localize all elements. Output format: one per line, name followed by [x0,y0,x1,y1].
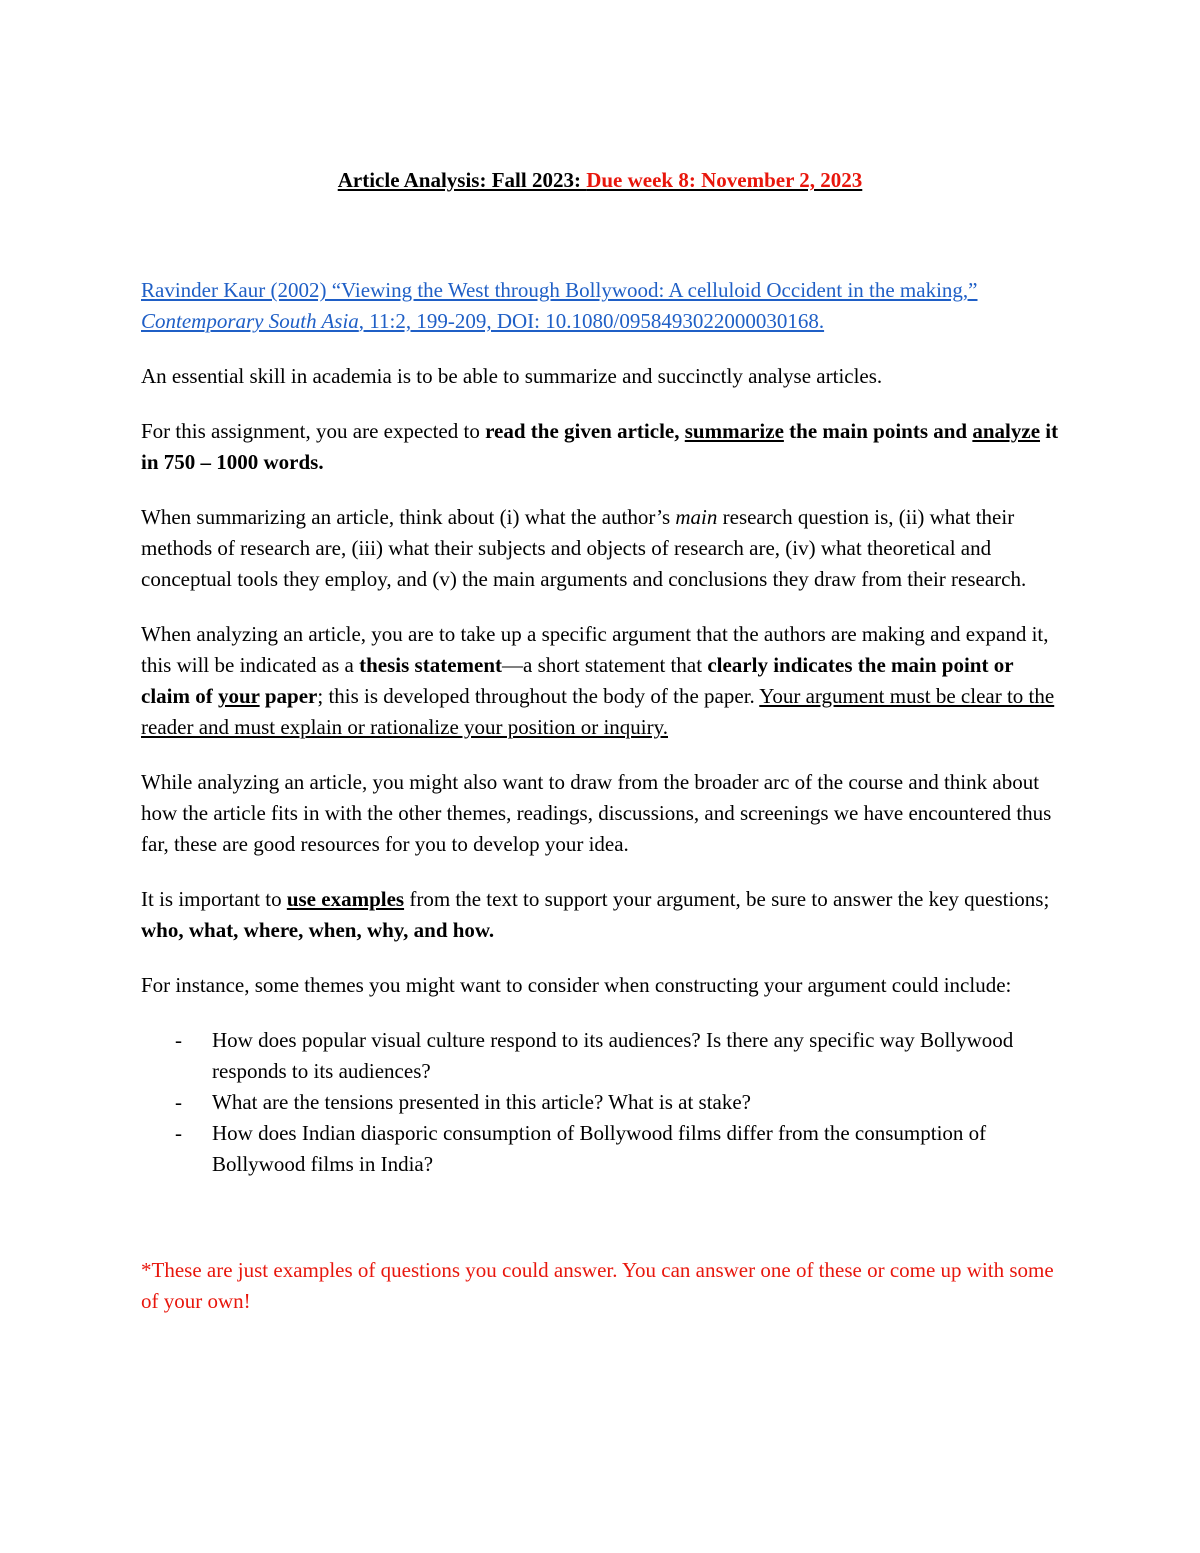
assignment-main-points: the main points and [783,419,973,443]
analyzing-paper: paper [259,684,318,708]
analyzing-claim: clearly indicates the main point or claim of [141,653,1014,708]
list-item-text: How does popular visual culture respond to its audiences? Is there any specific way Bollywood responds to its audiences? [212,1028,1014,1083]
summarizing-main: main [675,505,718,529]
citation-journal[interactable]: Contemporary South Asia [141,309,359,333]
examples-note: *These are just examples of questions you could answer. You can answer one of these or come up with some of your own! [141,1258,1054,1313]
list-item-text: What are the tensions presented in this article? What is at stake? [212,1090,751,1114]
list-item [141,1025,1066,1087]
assignment-analyze: analyze [972,419,1041,443]
key-questions: who, what, where, when, why, and how. [141,918,495,942]
theme-question-list [141,1025,1066,1180]
analyzing-argument-note: Your argument must be clear to the reader and must explain or rationalize your position or inquiry. [141,684,1055,739]
course-arc-paragraph: While analyzing an article, you might also want to draw from the broader arc of the course and think about how the article fits in with the other themes, readings, discussions, and screenings we have encountered thus far, these are good resources for you to develop your idea. [141,770,1052,856]
examples-paragraph [141,884,1066,946]
examples-text: It is important to [141,887,287,911]
assignment-read: read the given article, [485,419,685,443]
list-item [141,1087,1066,1118]
assignment-paragraph [141,416,1066,478]
use-examples: use examples [286,887,405,911]
list-item-text: How does Indian diasporic consumption of Bollywood films differ from the consumption of Bollywood films in India? [212,1121,987,1176]
summarizing-rest: research question is, (ii) what their methods of research are, (iii) what their subjects and objects of research are, (iv) what theoretical and conceptual tools they employ, and (v) the main arguments and conclusions they draw from their research. [141,505,1027,591]
assignment-text: For this assignment, you are expected to [141,419,486,443]
document-body [141,275,1066,1341]
spacer [141,1204,1066,1255]
thesis-statement: thesis statement [359,653,503,677]
list-dash: - [175,1121,182,1145]
list-dash: - [175,1028,182,1052]
assignment-summarize: summarize [684,419,784,443]
title-main: Article Analysis: Fall 2023: [337,168,587,192]
citation-link[interactable] [141,275,1066,337]
summarizing-text: When summarizing an article, think about (i) what the author’s [141,505,676,529]
list-item [141,1118,1066,1180]
analyzing-your: your [217,684,260,708]
analyzing-dash-text: —a short statement that [502,653,708,677]
analyzing-text: When analyzing an article, you are to take up a specific argument that the authors are making and expand it, this will be indicated as a [141,622,1049,677]
citation-text[interactable]: Ravinder Kaur (2002) “Viewing the West through Bollywood: A celluloid Occident in the making,” [141,278,978,302]
intro-paragraph: An essential skill in academia is to be able to summarize and succinctly analyse articles. [141,364,883,388]
page-title [0,165,1200,195]
analyzing-developed: ; this is developed throughout the body of the paper. [317,684,760,708]
list-dash: - [175,1090,182,1114]
due-date: Due week 8: November 2, 2023 [586,168,863,192]
examples-rest: from the text to support your argument, be sure to answer the key questions; [404,887,1050,911]
assignment-word-count: it in 750 – 1000 words. [141,419,1059,474]
summarizing-paragraph [141,502,1066,595]
citation-details[interactable]: , 11:2, 199-209, DOI: 10.1080/0958493022000030168. [358,309,825,333]
analyzing-paragraph [141,619,1066,743]
themes-paragraph: For instance, some themes you might want to consider when constructing your argument could include: [141,973,1012,997]
